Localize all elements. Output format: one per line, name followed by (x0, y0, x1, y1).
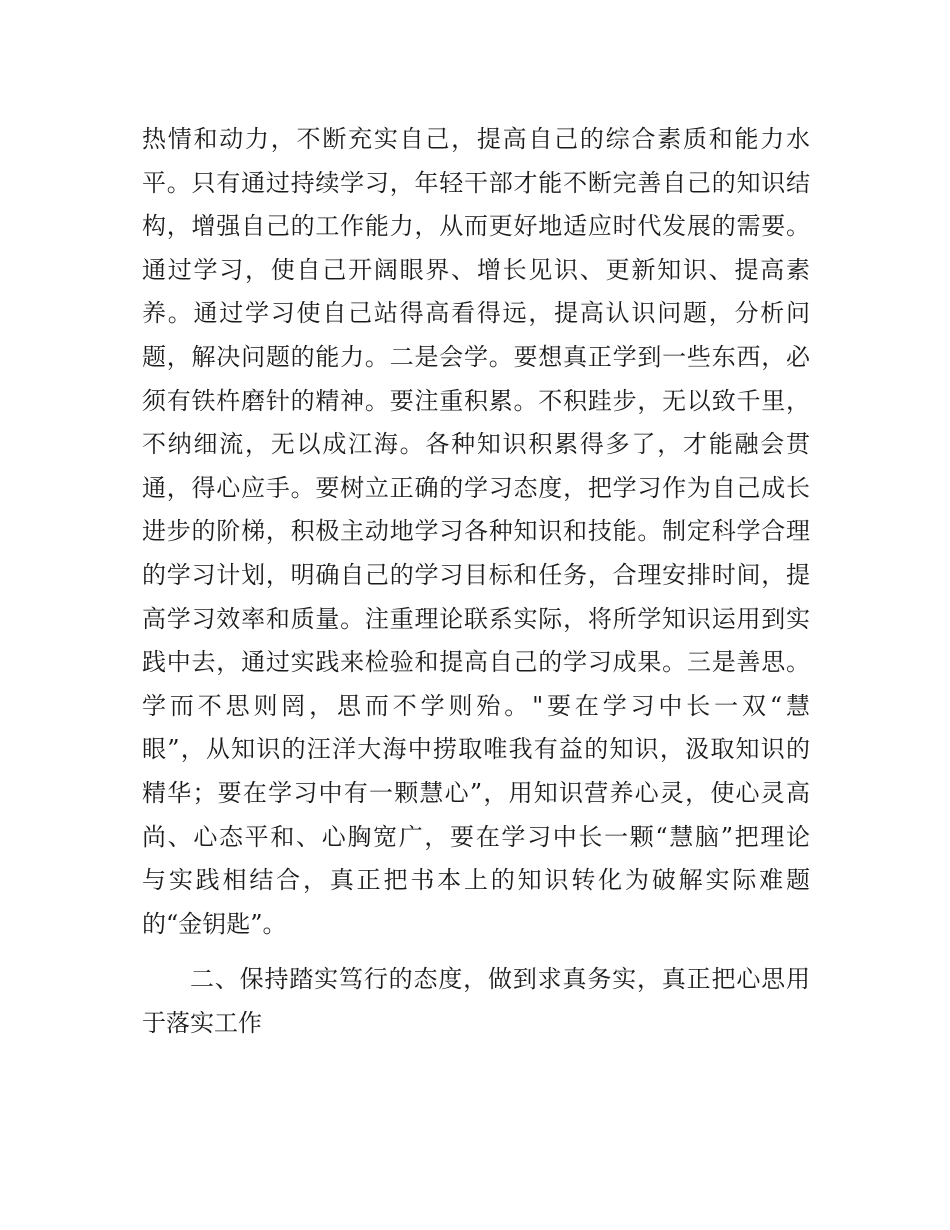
heading-line: 二、保持踏实笃行的态度，做到求真务实，真正把心思用 (190, 965, 810, 994)
paragraph-spacer (142, 946, 810, 958)
heading-line: 于落实工作 (142, 1008, 262, 1037)
section-heading (142, 958, 810, 1045)
text-line: 进步的阶梯，积极主动地学习各种知识和技能。制定科学合理 (142, 517, 810, 546)
document-body (142, 118, 810, 1045)
text-line: 的学习计划，明确自己的学习目标和任务，合理安排时间，提 (142, 560, 810, 589)
text-line: 眼”，从知识的汪洋大海中捞取唯我有益的知识，汲取知识的 (142, 735, 810, 764)
paragraph (142, 118, 810, 946)
text-line: 平。只有通过持续学习，年轻干部才能不断完善自己的知识结 (142, 168, 810, 197)
text-line: 精华；要在学习中有一颗慧心”，用知识营养心灵，使心灵高 (142, 778, 810, 807)
text-line: 与实践相结合，真正把书本上的知识转化为破解实际难题 (142, 866, 810, 895)
text-line: 的“金钥匙”。 (142, 909, 287, 938)
text-line: 构，增强自己的工作能力，从而更好地适应时代发展的需要。 (142, 212, 810, 241)
text-line: 热情和动力，不断充实自己，提高自己的综合素质和能力水 (142, 125, 810, 153)
text-line: 养。通过学习使自己站得高看得远，提高认识问题，分析问 (142, 299, 810, 328)
text-line: 通，得心应手。要树立正确的学习态度，把学习作为自己成长 (142, 473, 810, 502)
text-line: 不纳细流，无以成江海。各种知识积累得多了，才能融会贯 (142, 430, 810, 459)
text-line: 通过学习，使自己开阔眼界、增长见识、更新知识、提高素 (142, 255, 810, 284)
text-line: 题，解决问题的能力。二是会学。要想真正学到一些东西，必 (142, 342, 810, 371)
text-line: 尚、心态平和、心胸宽广，要在学习中长一颗“慧脑”把理论 (142, 822, 810, 851)
text-line: 践中去，通过实践来检验和提高自己的学习成果。三是善思。 (142, 648, 810, 677)
text-line: 高学习效率和质量。注重理论联系实际，将所学知识运用到实 (142, 604, 810, 633)
text-line: 学而不思则罔，思而不学则殆。"要在学习中长一双“慧 (142, 691, 810, 720)
text-line: 须有铁杵磨针的精神。要注重积累。不积跬步，无以致千里， (142, 386, 810, 415)
